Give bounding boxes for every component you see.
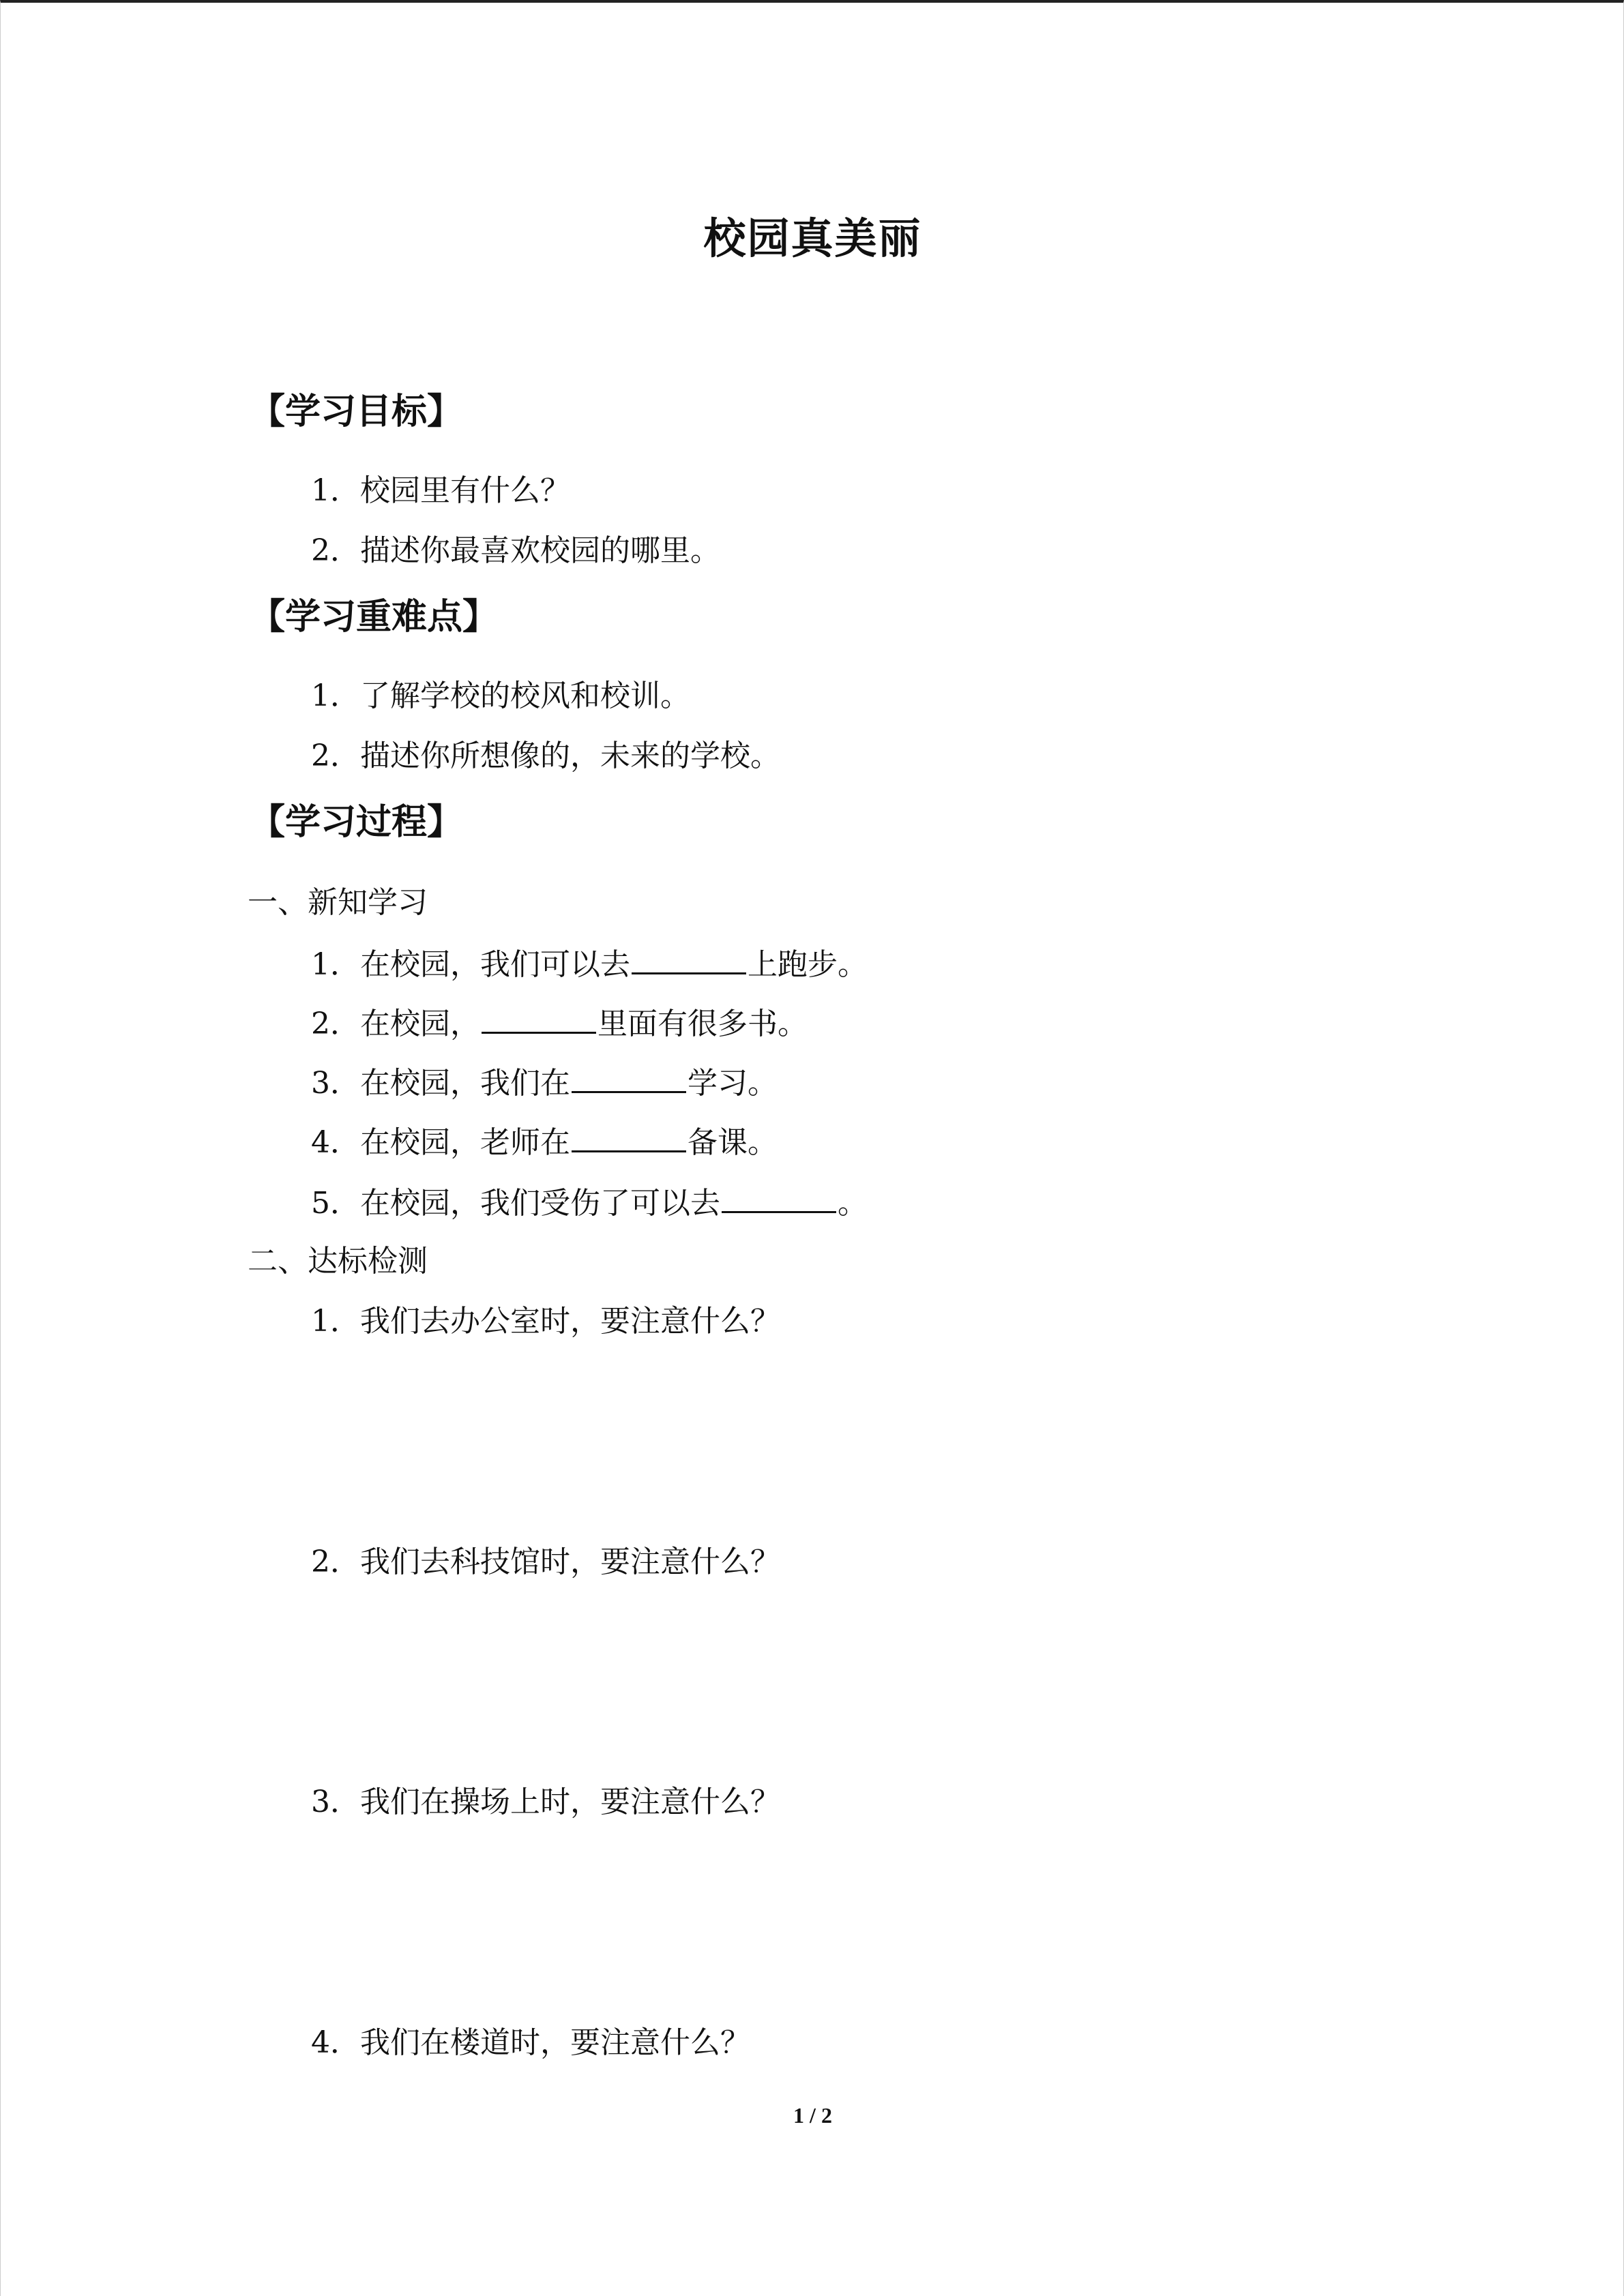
page-number: 1 / 2 <box>793 2103 832 2128</box>
keypoint-item-2: 2．描述你所想像的，未来的学校。 <box>311 739 780 773</box>
section-new-knowledge: 一、新知学习 <box>248 885 428 920</box>
keypoint-item-1: 1．了解学校的校风和校训。 <box>311 679 690 713</box>
heading-learning-goals: 【学习目标】 <box>250 391 463 432</box>
question-item-2: 2．我们去科技馆时，要注意什么？ <box>311 1545 780 1579</box>
fill-blank-text-before: 5．在校园，我们受伤了可以去 <box>311 1186 720 1221</box>
fill-blank-text-before: 3．在校园，我们在 <box>311 1066 570 1101</box>
fill-blank-text-after: 上跑步。 <box>748 947 868 982</box>
goal-item-2: 2．描述你最喜欢校园的哪里。 <box>311 533 720 568</box>
section-assessment: 二、达标检测 <box>248 1244 428 1279</box>
goal-item-1: 1．校园里有什么？ <box>311 473 570 508</box>
fill-blank-text-before: 2．在校园， <box>311 1007 480 1041</box>
fill-blank-text-after: 学习。 <box>688 1066 778 1101</box>
fill-blank-text-after: 。 <box>838 1186 868 1221</box>
question-item-4: 4．我们在楼道时，要注意什么？ <box>311 2025 750 2060</box>
heading-learning-process: 【学习过程】 <box>250 802 463 843</box>
fill-blank-item-3 <box>311 1061 778 1104</box>
question-item-1: 1．我们去办公室时，要注意什么？ <box>311 1304 780 1339</box>
page-title: 校园真美丽 <box>703 213 922 263</box>
answer-blank[interactable] <box>572 1120 686 1152</box>
heading-key-points: 【学习重难点】 <box>250 597 499 638</box>
answer-blank[interactable] <box>572 1061 686 1093</box>
fill-blank-text-before: 4．在校园，老师在 <box>311 1125 570 1160</box>
fill-blank-item-1 <box>311 942 868 985</box>
answer-blank[interactable] <box>632 942 746 974</box>
answer-blank[interactable] <box>722 1181 836 1213</box>
fill-blank-item-5 <box>311 1181 868 1224</box>
fill-blank-text-after: 备课。 <box>688 1125 778 1160</box>
fill-blank-item-4 <box>311 1120 778 1163</box>
fill-blank-text-before: 1．在校园，我们可以去 <box>311 947 630 982</box>
fill-blank-item-2 <box>311 1002 808 1045</box>
answer-blank[interactable] <box>482 1002 596 1034</box>
fill-blank-text-after: 里面有很多书。 <box>597 1007 808 1041</box>
question-item-3: 3．我们在操场上时，要注意什么？ <box>311 1785 780 1819</box>
